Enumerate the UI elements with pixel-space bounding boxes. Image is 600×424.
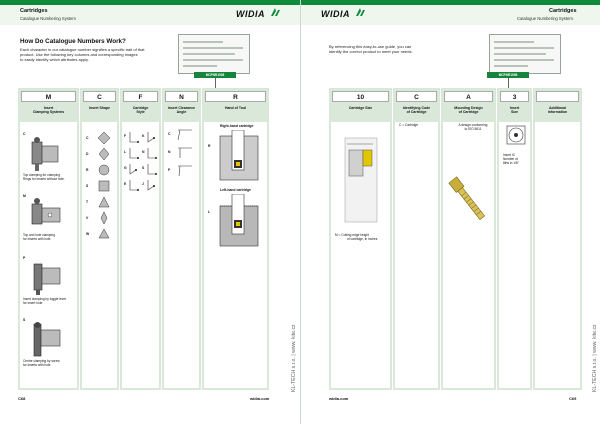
clamp-letter: C xyxy=(23,132,26,136)
intro-line: product. Use the following key columns and corresponding images xyxy=(20,52,138,58)
vertical-imprint: KL-TECH s.r.o. | www. kite.cz xyxy=(291,324,297,392)
website: widia.com xyxy=(250,396,270,401)
column-label xyxy=(19,106,78,115)
intro-line: to easily identify which attributes apply. xyxy=(20,57,89,63)
column-code: M xyxy=(21,91,76,102)
trigon-insert-icon xyxy=(98,228,110,240)
triangle-insert-icon xyxy=(98,196,110,208)
mount-note xyxy=(451,124,495,132)
size-note xyxy=(335,234,391,242)
column-code: A xyxy=(444,91,493,102)
column-label-line: Hand of Tool xyxy=(224,106,247,110)
column-label-line: Insert xyxy=(43,106,54,110)
code-note: C = Cartridge xyxy=(399,123,419,127)
style-letter: N xyxy=(142,150,145,154)
rhombus-55-icon xyxy=(98,148,110,160)
column-identifying-code xyxy=(393,88,441,390)
column-insert-shape xyxy=(80,88,120,390)
column-code: R xyxy=(205,91,266,102)
caption-line: Rings for inserts without hole. xyxy=(23,176,65,181)
column-additional-info xyxy=(533,88,583,390)
style-letter: E xyxy=(124,182,127,186)
clamp-m-drawing xyxy=(26,198,66,232)
website: widia.com xyxy=(329,396,349,401)
caption-line: for insert hole. xyxy=(23,300,44,305)
column-label xyxy=(121,106,160,115)
widia-logo-icon xyxy=(271,8,280,16)
style-letter: J xyxy=(142,182,144,186)
rhombus-80-icon xyxy=(98,132,110,144)
column-body xyxy=(499,122,530,388)
cartridge-size-drawing xyxy=(343,136,379,224)
column-label-line: Cartridge xyxy=(132,106,149,110)
intro-text xyxy=(20,47,170,63)
caption-line: Centre clamping by screw xyxy=(23,359,60,363)
shape-letter: V xyxy=(86,216,89,220)
note-line: 8ths in 1/8" xyxy=(503,160,519,165)
caption-line: for inserts with hole. xyxy=(23,362,52,367)
clamp-c-drawing xyxy=(26,136,66,172)
right-page xyxy=(300,0,600,424)
header-subtitle: Catalogue Numbering System xyxy=(20,16,76,21)
column-body xyxy=(443,122,494,388)
column-code: 3 xyxy=(500,91,529,102)
widia-logo: WIDIA xyxy=(236,9,265,19)
left-hand-cartridge-drawing xyxy=(216,194,262,250)
column-insert-size xyxy=(497,88,533,390)
column-body xyxy=(535,122,580,388)
left-hand-label: Left-hand cartridge xyxy=(220,188,251,192)
vertical-imprint: KL-TECH s.r.o. | www. kite.cz xyxy=(592,324,598,392)
right-hand-label: Right-hand cartridge xyxy=(220,124,254,128)
column-code: 10 xyxy=(332,91,389,102)
shape-letter: T xyxy=(86,200,89,204)
header-subtitle: Catalogue Numbering System xyxy=(517,16,573,21)
column-label-line: Insert Shape xyxy=(88,106,110,110)
column-label-line: Style xyxy=(136,110,145,115)
column-clamping xyxy=(18,88,80,390)
column-label-line: Mounting Design xyxy=(454,106,483,110)
column-body xyxy=(395,122,438,388)
clamp-caption xyxy=(23,174,79,182)
column-body xyxy=(82,122,117,388)
column-cartridge-style xyxy=(120,88,162,390)
column-cartridge-size xyxy=(329,88,393,390)
example-code-tag: MCFNR1008 xyxy=(194,72,236,78)
clamp-s-drawing xyxy=(26,322,66,358)
clamp-p-drawing xyxy=(26,260,66,296)
catalogue-thumbnail xyxy=(489,34,561,74)
insert-note xyxy=(503,154,533,165)
column-code: N xyxy=(165,91,198,102)
shape-letter: W xyxy=(86,232,90,236)
intro-line: By referencing this easy-to-use guide, you can xyxy=(329,44,412,49)
column-body xyxy=(20,122,77,388)
column-label xyxy=(203,106,268,110)
intro-line: Each character in our catalogue number signifies a specific trait of that xyxy=(20,47,145,52)
column-code: C xyxy=(83,91,116,102)
note-line: A design conforming xyxy=(458,123,488,127)
column-label xyxy=(498,106,531,115)
clamp-caption xyxy=(23,360,79,368)
column-hand-of-tool xyxy=(202,88,270,390)
round-insert-icon xyxy=(98,164,110,176)
column-code xyxy=(536,91,579,102)
column-body xyxy=(164,122,199,388)
column-body xyxy=(204,122,267,388)
column-label xyxy=(81,106,118,110)
note-line: Number of xyxy=(503,156,518,161)
example-code-tag: MCFNR1008 xyxy=(487,72,529,78)
clamp-letter: M xyxy=(23,194,26,198)
column-label-line: Size xyxy=(510,110,518,115)
header-title: Cartridges xyxy=(549,8,577,14)
clamp-caption xyxy=(23,298,79,306)
clamp-caption xyxy=(23,234,79,242)
clearance-letter: C xyxy=(168,132,171,136)
column-label xyxy=(394,106,439,115)
intro-text xyxy=(329,44,469,54)
page-number: C69 xyxy=(569,396,577,401)
column-label xyxy=(163,106,200,115)
column-mounting-design xyxy=(441,88,497,390)
section-title: How Do Catalogue Numbers Work? xyxy=(20,38,126,45)
style-letter: K xyxy=(142,134,145,138)
square-insert-icon xyxy=(98,180,110,192)
column-code: C xyxy=(396,91,437,102)
page-number: C68 xyxy=(18,396,26,401)
column-body xyxy=(122,122,159,388)
style-letter: L xyxy=(124,150,127,154)
mounting-screw-drawing xyxy=(447,172,493,232)
shape-letter: C xyxy=(86,136,89,140)
callout-line xyxy=(508,78,509,88)
hand-letter: L xyxy=(208,210,211,214)
column-body xyxy=(331,122,390,388)
insert-ic-icon xyxy=(505,124,527,146)
column-label xyxy=(442,106,495,115)
column-label xyxy=(330,106,391,110)
column-label-line: Angle xyxy=(176,110,187,115)
note-line: Insert IC xyxy=(503,153,516,157)
note-line: M = Cutting edge height xyxy=(335,233,369,237)
rhombus-35-icon xyxy=(98,212,110,224)
column-label xyxy=(534,106,581,115)
column-label-line: Cartridge Size xyxy=(348,106,373,110)
caption-line: Top and hole clamping xyxy=(23,233,55,237)
column-label-line: Insert Clearance xyxy=(167,106,196,110)
intro-line: identify the correct product to meet your needs. xyxy=(329,49,413,55)
caption-line: Insert clamping by toggle lever xyxy=(23,297,67,301)
column-clearance-angle xyxy=(162,88,202,390)
widia-logo-icon xyxy=(356,8,365,16)
cartridge-style-diagrams xyxy=(128,130,162,194)
header-title: Cartridges xyxy=(20,8,48,14)
column-label-line: Information xyxy=(547,110,568,115)
style-letter: G xyxy=(124,166,127,170)
shape-letter: S xyxy=(86,184,89,188)
clearance-angle-diagrams xyxy=(176,128,196,186)
column-label-line: of Cartridge xyxy=(458,110,479,115)
caption-line: Top clamping for clamping xyxy=(23,173,61,177)
column-label-line: Clamping Systems xyxy=(32,110,65,115)
clearance-letter: N xyxy=(168,150,171,154)
right-hand-cartridge-drawing xyxy=(216,130,262,186)
column-label-line: of Cartridge xyxy=(406,110,427,115)
style-letter: S xyxy=(142,166,145,170)
column-label-line: Insert xyxy=(509,106,520,110)
clearance-letter: P xyxy=(168,168,171,172)
callout-line xyxy=(215,78,216,88)
clamp-letter: S xyxy=(23,318,26,322)
style-letter: F xyxy=(124,134,127,138)
column-label-line: Identifying Code xyxy=(402,106,431,110)
column-code: F xyxy=(123,91,158,102)
clamp-letter: P xyxy=(23,256,26,260)
note-line: of cartridge, in inches xyxy=(347,236,378,241)
shape-letter: D xyxy=(86,152,89,156)
catalogue-thumbnail xyxy=(178,34,250,74)
note-line: to ISO 5611 xyxy=(464,126,482,131)
widia-logo: WIDIA xyxy=(321,9,350,19)
shape-letter: R xyxy=(86,168,89,172)
hand-letter: R xyxy=(208,144,211,148)
caption-line: for inserts with hole. xyxy=(23,236,52,241)
column-label-line: Additional xyxy=(548,106,567,110)
